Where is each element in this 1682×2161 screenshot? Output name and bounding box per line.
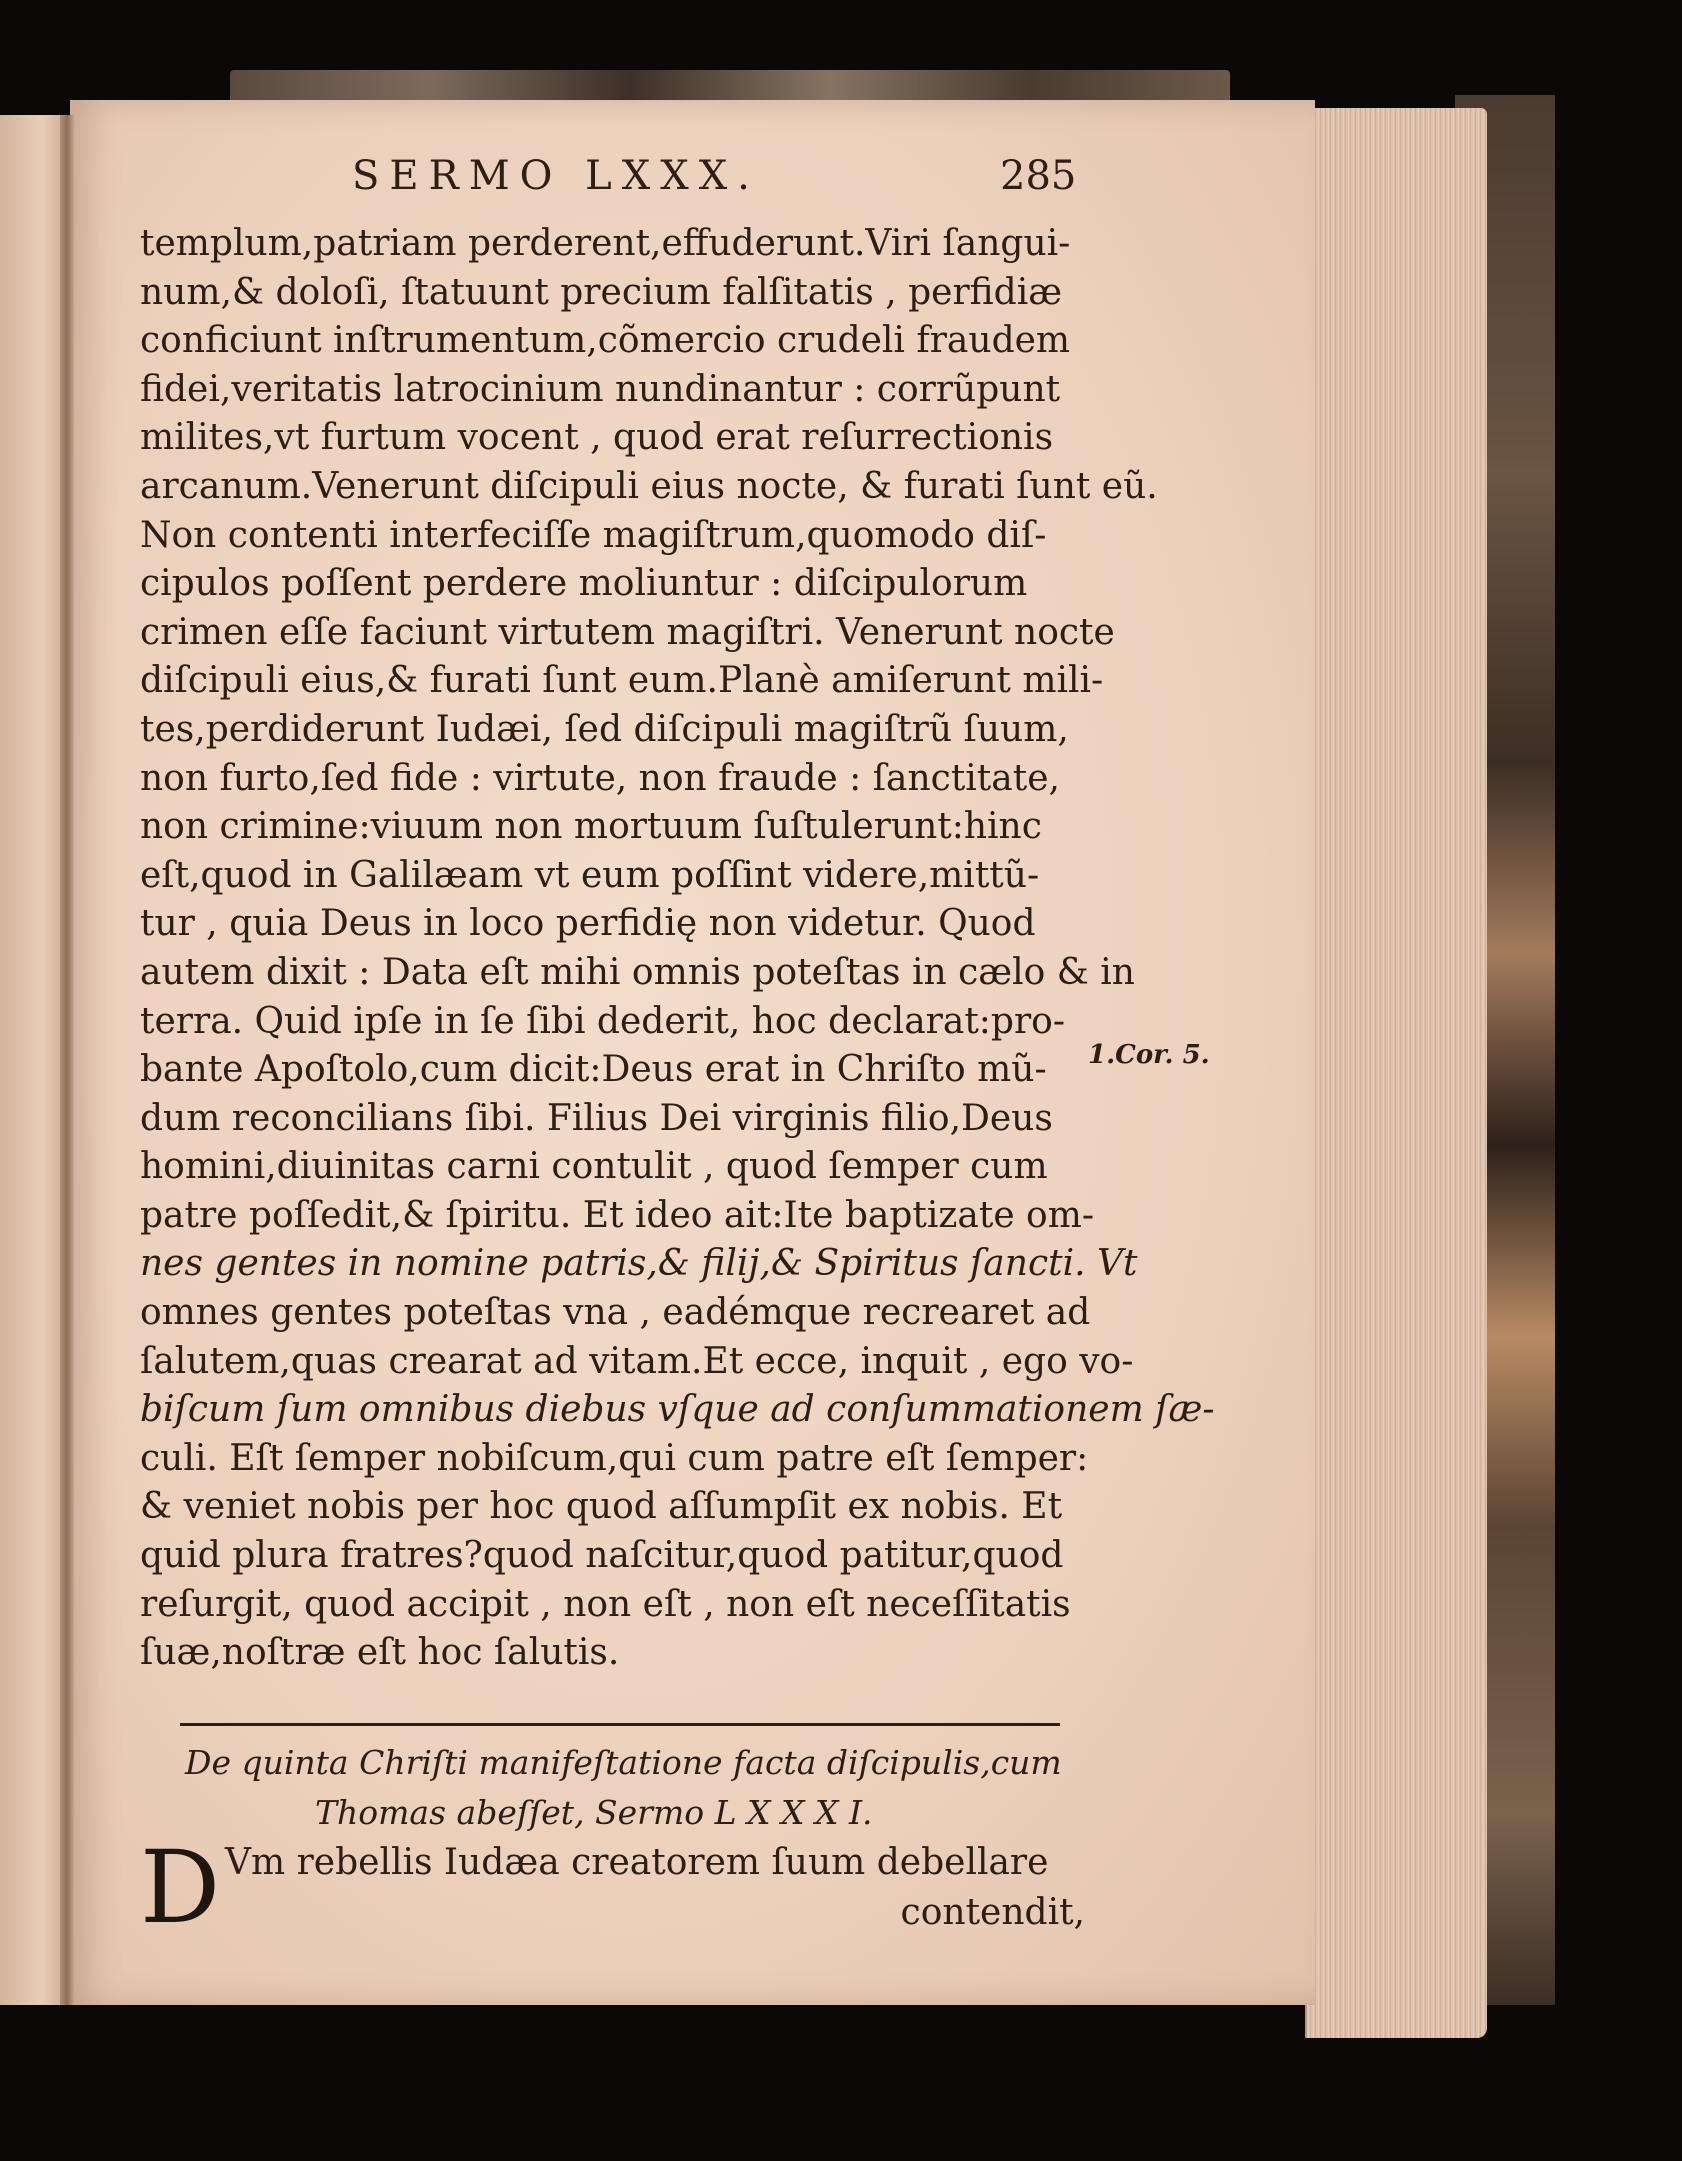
text-line: diſcipuli eius,& furati ſunt eum.Planè amiſerunt mili- <box>140 660 1104 702</box>
opening-text <box>225 1838 1085 1938</box>
text-line: non crimine:viuum non mortuum ſuſtulerunt:hinc <box>140 806 1042 848</box>
text-line: fidei,veritatis latrocinium nundinantur : corrũpunt <box>140 368 1061 410</box>
text-line: crimen eſſe faciunt virtutem magiſtri. Venerunt nocte <box>140 611 1115 653</box>
text-line: non furto,ſed fide : virtute, non fraude : ſanctitate, <box>140 757 1060 799</box>
section-heading <box>185 1738 1085 1838</box>
text-line: ſalutem,quas crearat ad vitam.Et ecce, inquit , ego vo- <box>140 1340 1134 1382</box>
text-line: dum reconcilians ſibi. Filius Dei virginis filio,Deus <box>140 1097 1053 1139</box>
text-line: num,& doloſi, ſtatuunt precium falſitatis , perfidiæ <box>140 271 1063 313</box>
text-line: reſurgit, quod accipit , non eſt , non eſt neceſſitatis <box>140 1583 1071 1625</box>
text-line: tur , quia Deus in loco perfidię non videtur. Quod <box>140 903 1036 945</box>
section-heading-line: Thomas abeſſet, Sermo L X X X I. <box>315 1793 873 1832</box>
page-number: 285 <box>1000 153 1077 199</box>
text-line: templum,patriam perderent,effuderunt.Viri ſangui- <box>140 223 1071 264</box>
opening-line: Vm rebellis Iudæa creatorem ſuum debellare <box>225 1842 1049 1883</box>
text-line: tes,perdiderunt Iudæi, ſed diſcipuli magiſtrũ ſuum, <box>140 708 1069 750</box>
text-line: ſuæ,noſtræ eſt hoc ſalutis. <box>140 1632 620 1674</box>
text-line: terra. Quid ipſe in ſe ſibi dederit, hoc declarat:pro- <box>140 1000 1066 1042</box>
text-line: bante Apoſtolo,cum dicit:Deus erat in Chriſto mũ- <box>140 1049 1047 1091</box>
text-line: & veniet nobis per hoc quod aſſumpſit ex nobis. Et <box>140 1486 1063 1528</box>
section-divider <box>180 1723 1060 1726</box>
opening-line: contendit, <box>900 1892 1085 1933</box>
text-line: Non contenti interfeciſſe magiſtrum,quomodo diſ- <box>140 514 1047 556</box>
text-line: omnes gentes poteſtas vna , eadémque recrearet ad <box>140 1292 1091 1334</box>
text-line: biſcum ſum omnibus diebus vſque ad conſummationem ſæ- <box>140 1389 1215 1431</box>
drop-cap: D <box>140 1829 221 1946</box>
margin-note: 1.Cor. 5. <box>1088 1040 1210 1070</box>
text-line: homini,diuinitas carni contulit , quod ſemper cum <box>140 1146 1048 1188</box>
text-line: arcanum.Venerunt diſcipuli eius nocte, & furati ſunt eũ. <box>140 465 1158 507</box>
text-line: quid plura fratres?quod naſcitur,quod patitur,quod <box>140 1535 1064 1577</box>
text-line: nes gentes in nomine patris,& filij,& Spiritus ſancti. Vt <box>140 1243 1138 1285</box>
text-line: patre poſſedit,& ſpiritu. Et ideo ait:Ite baptizate om- <box>140 1194 1095 1236</box>
section-heading-line: De quinta Chriſti manifeſtatione facta diſcipulis,cum <box>185 1743 1062 1782</box>
text-line: milites,vt furtum vocent , quod erat reſurrectionis <box>140 417 1054 459</box>
running-title: SERMO LXXX. <box>352 153 760 199</box>
page-block-edges <box>1305 108 1487 2038</box>
text-line: eſt,quod in Galilæam vt eum poſſint videre,mittũ- <box>140 854 1040 896</box>
text-line: autem dixit : Data eſt mihi omnis poteſtas in cælo & in <box>140 951 1135 993</box>
text-line: cipulos poſſent perdere moliuntur : diſcipulorum <box>140 563 1028 605</box>
book-gutter <box>60 115 74 2005</box>
text-line: culi. Eſt ſemper nobiſcum,qui cum patre eſt ſemper: <box>140 1437 1089 1479</box>
text-line: conficiunt inſtrumentum,cõmercio crudeli fraudem <box>140 320 1071 362</box>
